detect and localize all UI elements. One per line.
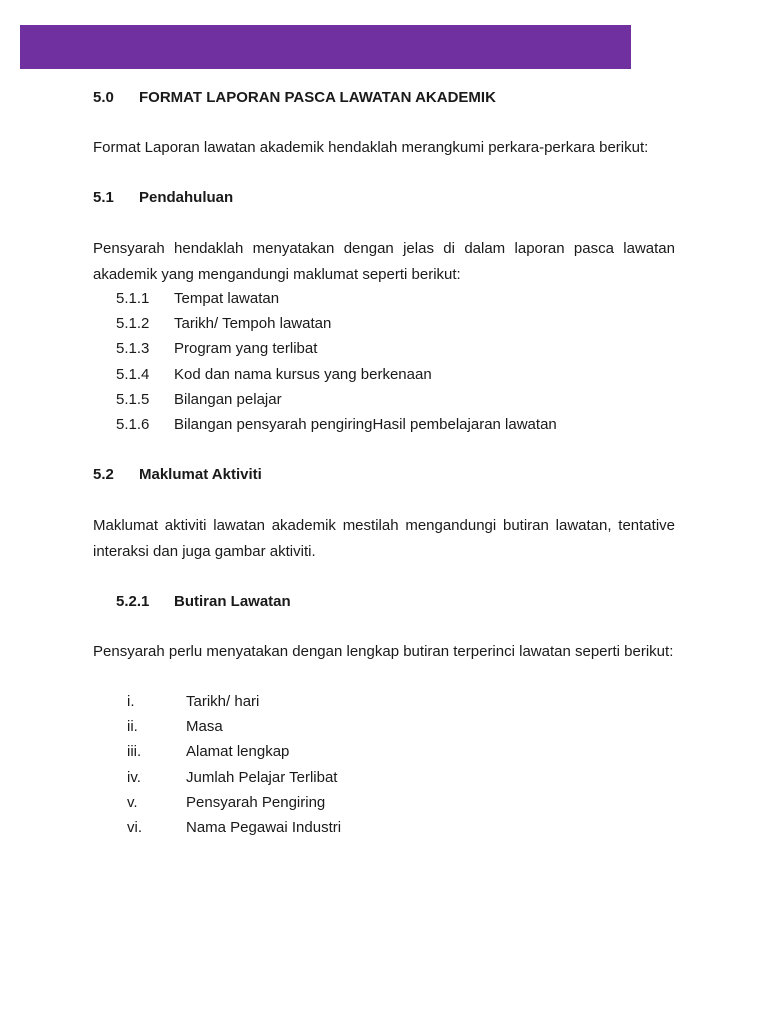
list-item-number: 5.1.4 xyxy=(116,365,150,383)
list-item-number: 5.1.2 xyxy=(116,315,150,333)
subsection-number: 5.2 xyxy=(93,466,114,483)
list-item-number: v. xyxy=(127,793,138,811)
subsection-title: Maklumat Aktiviti xyxy=(139,466,262,483)
subsection-number: 5.2.1 xyxy=(116,593,150,610)
list-item-number: iii. xyxy=(127,743,142,761)
list-item-text: Bilangan pensyarah pengiringHasil pembelajaran lawatan xyxy=(174,416,557,433)
list-item-text: Nama Pegawai Industri xyxy=(186,819,342,836)
list-item-text: Masa xyxy=(186,718,223,736)
header-bar xyxy=(20,25,631,69)
list-item-number: 5.1.3 xyxy=(116,340,150,358)
section-intro: Format Laporan lawatan akademik hendaklah merangkumi perkara-perkara berikut: xyxy=(93,139,649,156)
subsection-title: Butiran Lawatan xyxy=(174,593,291,610)
maklumat-aktiviti-paragraph: Maklumat aktiviti lawatan akademik mestilah mengandungi butiran lawatan, tentative interaksi dan juga gambar aktiviti. xyxy=(93,517,675,560)
list-item-text: Bilangan pelajar xyxy=(174,390,282,408)
list-item-number: iv. xyxy=(127,768,141,786)
list-item-number: 5.1.5 xyxy=(116,390,150,408)
list-item-text: Tempat lawatan xyxy=(174,290,280,307)
list-item-number: 5.1.6 xyxy=(116,416,150,433)
pendahuluan-paragraph: Pensyarah hendaklah menyatakan dengan jelas di dalam laporan pasca lawatan akademik yang mengandungi maklumat seperti berikut: xyxy=(93,240,675,283)
list-item-number: ii. xyxy=(127,718,138,736)
list-item-text: Kod dan nama kursus yang berkenaan xyxy=(174,365,432,383)
subsection-title: Pendahuluan xyxy=(139,189,234,206)
list-item-text: Jumlah Pelajar Terlibat xyxy=(186,768,338,786)
section-title: FORMAT LAPORAN PASCA LAWATAN AKADEMIK xyxy=(139,89,496,106)
list-item-number: i. xyxy=(127,693,135,710)
list-item-text: Pensyarah Pengiring xyxy=(186,793,326,811)
list-item-number: vi. xyxy=(127,819,142,836)
list-item-text: Tarikh/ hari xyxy=(186,693,260,710)
list-item-number: 5.1.1 xyxy=(116,290,150,307)
section-number: 5.0 xyxy=(93,89,114,106)
list-item-text: Program yang terlibat xyxy=(174,340,318,358)
list-item-text: Alamat lengkap xyxy=(186,743,290,761)
butiran-lawatan-paragraph: Pensyarah perlu menyatakan dengan lengkap butiran terperinci lawatan seperti berikut: xyxy=(93,643,674,660)
subsection-number: 5.1 xyxy=(93,189,114,206)
list-item-text: Tarikh/ Tempoh lawatan xyxy=(174,315,332,333)
